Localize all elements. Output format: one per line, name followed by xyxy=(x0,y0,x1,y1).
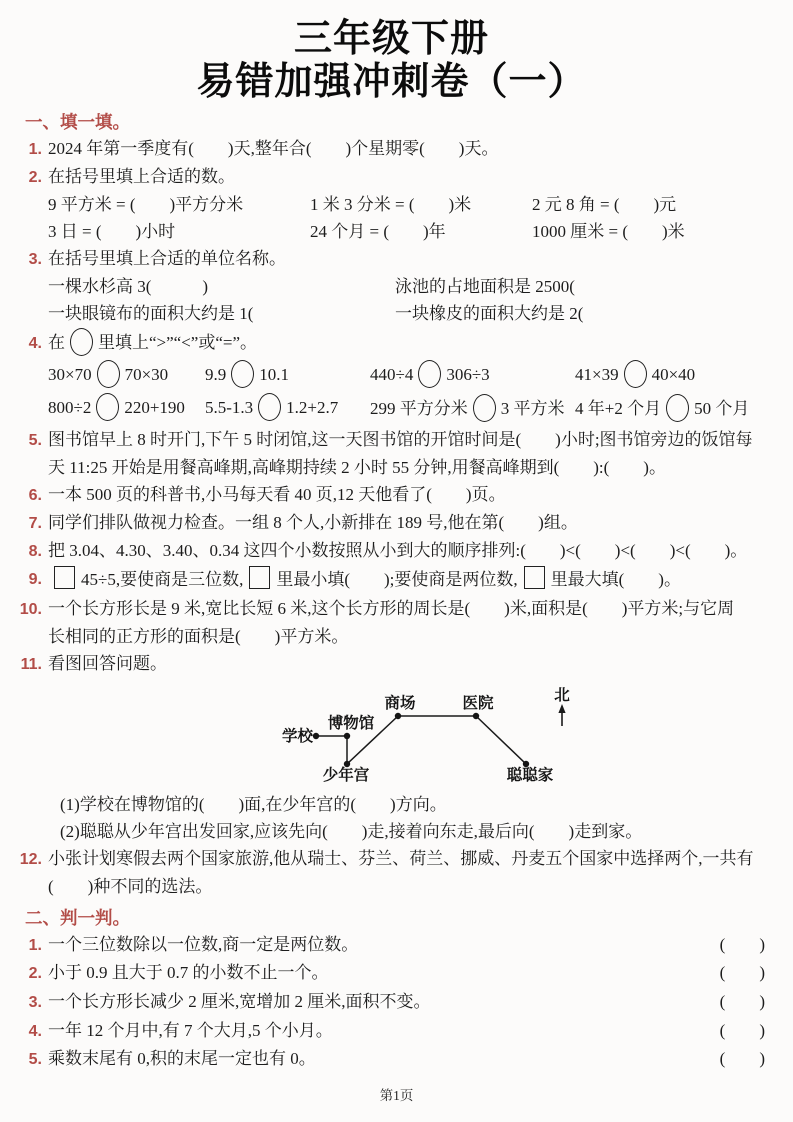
question-4-row-1 xyxy=(48,360,765,393)
question-text: 看图回答问题。 xyxy=(48,653,167,673)
answer-blank: ( ) xyxy=(719,1020,765,1040)
question-segment: 里最小填( );要使商是两位数, xyxy=(276,570,518,590)
label-museum: 博物馆 xyxy=(327,714,375,732)
route-map-diagram xyxy=(258,680,603,786)
question-2-row-2 xyxy=(48,218,765,245)
right-expression: 10.1 xyxy=(259,365,289,385)
question-number: 3. xyxy=(28,250,42,268)
judge-item-3 xyxy=(18,988,765,1017)
question-11-sub-1: (1)学校在博物馆的( )面,在少年宫的( )方向。 xyxy=(60,794,447,814)
comparison-pair xyxy=(205,362,370,390)
answer-blank: ( ) xyxy=(719,963,765,983)
question-4 xyxy=(18,327,765,360)
unit-item: 一棵水杉高 3( ) xyxy=(48,276,209,296)
question-11-sub-2: (2)聪聪从少年宫出发回家,应该先向( )走,接着向东走,最后向( )走到家。 xyxy=(60,821,643,841)
question-12-continuation: ( )种不同的选法。 xyxy=(48,876,213,896)
question-5 xyxy=(18,426,765,454)
judge-item-2 xyxy=(18,959,765,988)
question-number: 2. xyxy=(28,168,42,186)
compare-circle-icon xyxy=(70,328,93,356)
judge-text: 小于 0.9 且大于 0.7 的小数不止一个。 xyxy=(48,963,329,983)
question-text: 一个长方形长是 9 米,宽比长短 6 米,这个长方形的周长是( )米,面积是( )平方米;与它周 xyxy=(48,598,735,618)
question-number: 5. xyxy=(28,1051,42,1069)
compare-circle-icon xyxy=(96,393,119,421)
comparison-pair xyxy=(370,394,575,424)
left-expression: 800÷2 xyxy=(48,398,92,418)
question-text: 在括号里填上合适的单位名称。 xyxy=(48,248,286,268)
compare-circle-icon xyxy=(258,393,281,421)
question-7 xyxy=(18,509,765,537)
comparison-pair xyxy=(48,395,205,423)
comparison-pair xyxy=(575,394,765,424)
left-expression: 440÷4 xyxy=(370,365,414,385)
question-9 xyxy=(18,565,765,595)
question-number: 4. xyxy=(28,1022,42,1040)
unit-item: 一块眼镜布的面积大约是 1( xyxy=(48,303,254,323)
question-number: 8. xyxy=(28,542,42,560)
blank-box-icon xyxy=(54,566,75,589)
right-expression: 220+190 xyxy=(124,398,185,418)
judge-item-4 xyxy=(18,1017,765,1046)
question-2-row-1 xyxy=(48,191,765,218)
question-number: 4. xyxy=(28,334,42,352)
question-number: 10. xyxy=(19,600,42,618)
question-number: 9. xyxy=(28,571,42,589)
unit-item: 一块橡皮的面积大约是 2( xyxy=(395,303,584,323)
question-10-continuation: 长相同的正方形的面积是( )平方米。 xyxy=(48,626,349,646)
question-number: 5. xyxy=(28,431,42,449)
question-3-row-2 xyxy=(48,300,765,327)
question-5-continuation: 天 11:25 开始是用餐高峰期,高峰期持续 2 小时 55 分钟,用餐高峰期到( ):( )。 xyxy=(48,457,666,477)
node-hospital xyxy=(473,713,479,719)
question-number: 1. xyxy=(28,140,42,158)
left-expression: 5.5-1.3 xyxy=(205,398,254,418)
right-expression: 50 个月 xyxy=(694,399,750,419)
intro-post: 里填上“>”“<”或“=”。 xyxy=(98,332,258,352)
judge-item-5 xyxy=(18,1045,765,1074)
answer-blank: ( ) xyxy=(719,934,765,954)
judge-text: 一年 12 个月中,有 7 个大月,5 个小月。 xyxy=(48,1020,333,1040)
left-expression: 299 平方分米 xyxy=(370,399,468,419)
question-4-row-2 xyxy=(48,393,765,426)
blank-box-icon xyxy=(249,566,270,589)
label-mall: 商场 xyxy=(384,694,416,712)
answer-blank: ( ) xyxy=(719,992,765,1012)
title-line-1: 三年级下册 xyxy=(293,18,489,60)
conversion-item: 1000 厘米 = ( )米 xyxy=(532,221,685,241)
question-8 xyxy=(18,537,765,565)
question-text: 把 3.04、4.30、3.40、0.34 这四个小数按照从小到大的顺序排列:( )<( )<( )<( )。 xyxy=(48,540,748,560)
question-12 xyxy=(18,845,765,873)
label-palace: 少年宫 xyxy=(322,766,370,784)
label-north: 北 xyxy=(554,686,570,704)
compare-circle-icon xyxy=(624,360,647,388)
question-text: 一本 500 页的科普书,小马每天看 40 页,12 天他看了( )页。 xyxy=(48,484,506,504)
judge-text: 乘数末尾有 0,积的末尾一定也有 0。 xyxy=(48,1049,316,1069)
question-text xyxy=(48,566,765,593)
question-segment: 45÷5,要使商是三位数, xyxy=(81,570,244,590)
left-expression: 41×39 xyxy=(575,365,619,385)
label-hospital: 医院 xyxy=(462,694,494,712)
section-fill-heading: 一、填一填。 xyxy=(25,111,130,132)
compare-circle-icon xyxy=(418,360,441,388)
right-expression: 70×30 xyxy=(124,365,169,385)
comparison-pair xyxy=(205,395,370,423)
right-expression: 1.2+2.7 xyxy=(286,398,339,418)
compare-circle-icon xyxy=(97,360,120,388)
question-11 xyxy=(18,650,765,678)
question-6 xyxy=(18,481,765,509)
question-text: 小张计划寒假去两个国家旅游,他从瑞士、芬兰、荷兰、挪威、丹麦五个国家中选择两个,一共有 xyxy=(48,848,754,868)
intro-pre: 在 xyxy=(48,332,65,352)
right-expression: 3 平方米 xyxy=(500,399,565,419)
question-11-map xyxy=(258,680,765,791)
page-number: 第1页 xyxy=(379,1088,414,1103)
question-number: 3. xyxy=(28,994,42,1012)
comparison-pair xyxy=(48,362,205,390)
question-1 xyxy=(18,135,765,163)
unit-item: 泳池的占地面积是 2500( xyxy=(395,276,575,296)
page-title xyxy=(18,18,765,104)
left-expression: 4 年+2 个月 xyxy=(575,399,662,419)
left-expression: 9.9 xyxy=(205,365,227,385)
node-mall xyxy=(395,713,401,719)
question-text xyxy=(48,329,765,358)
question-10 xyxy=(18,595,765,623)
left-expression: 30×70 xyxy=(48,365,92,385)
conversion-item: 24 个月 = ( )年 xyxy=(310,221,446,241)
question-text: 图书馆早上 8 时开门,下午 5 时闭馆,这一天图书馆的开馆时间是( )小时;图书馆旁边的饭馆每 xyxy=(48,429,753,449)
question-number: 2. xyxy=(28,965,42,983)
conversion-item: 2 元 8 角 = ( )元 xyxy=(532,194,677,214)
judge-item-1 xyxy=(18,931,765,960)
judge-text: 一个长方形长减少 2 厘米,宽增加 2 厘米,面积不变。 xyxy=(48,992,431,1012)
question-3 xyxy=(18,245,765,273)
right-expression: 40×40 xyxy=(651,365,696,385)
question-segment: 里最大填( )。 xyxy=(550,570,681,590)
question-2 xyxy=(18,163,765,191)
compare-circle-icon xyxy=(473,394,496,422)
conversion-item: 1 米 3 分米 = ( )米 xyxy=(310,194,472,214)
question-text: 同学们排队做视力检查。一组 8 个人,小新排在 189 号,他在第( )组。 xyxy=(48,512,578,532)
node-school xyxy=(313,733,319,739)
question-number: 6. xyxy=(28,486,42,504)
question-number: 12. xyxy=(19,850,42,868)
answer-blank: ( ) xyxy=(719,1049,765,1069)
north-arrowhead-icon xyxy=(558,704,565,713)
judge-text: 一个三位数除以一位数,商一定是两位数。 xyxy=(48,934,359,954)
conversion-item: 9 平方米 = ( )平方分米 xyxy=(48,194,244,214)
label-school: 学校 xyxy=(281,727,313,745)
comparison-pair xyxy=(370,362,575,390)
question-number: 1. xyxy=(28,936,42,954)
label-home: 聪聪家 xyxy=(506,766,554,784)
question-number: 7. xyxy=(28,514,42,532)
question-number: 11. xyxy=(20,655,42,673)
compare-circle-icon xyxy=(666,394,689,422)
node-museum xyxy=(344,733,350,739)
conversion-item: 3 日 = ( )小时 xyxy=(48,221,176,241)
question-3-row-1 xyxy=(48,273,765,300)
blank-box-icon xyxy=(524,566,545,589)
comparison-pair xyxy=(575,362,765,390)
section-judge-heading: 二、判一判。 xyxy=(25,907,130,928)
question-text: 在括号里填上合适的数。 xyxy=(48,166,235,186)
title-line-2: 易错加强冲刺卷（一） xyxy=(196,60,587,103)
right-expression: 306÷3 xyxy=(446,365,490,385)
question-text: 2024 年第一季度有( )天,整年合( )个星期零( )天。 xyxy=(48,138,499,158)
compare-circle-icon xyxy=(231,360,254,388)
route-hospital-home xyxy=(476,716,526,764)
